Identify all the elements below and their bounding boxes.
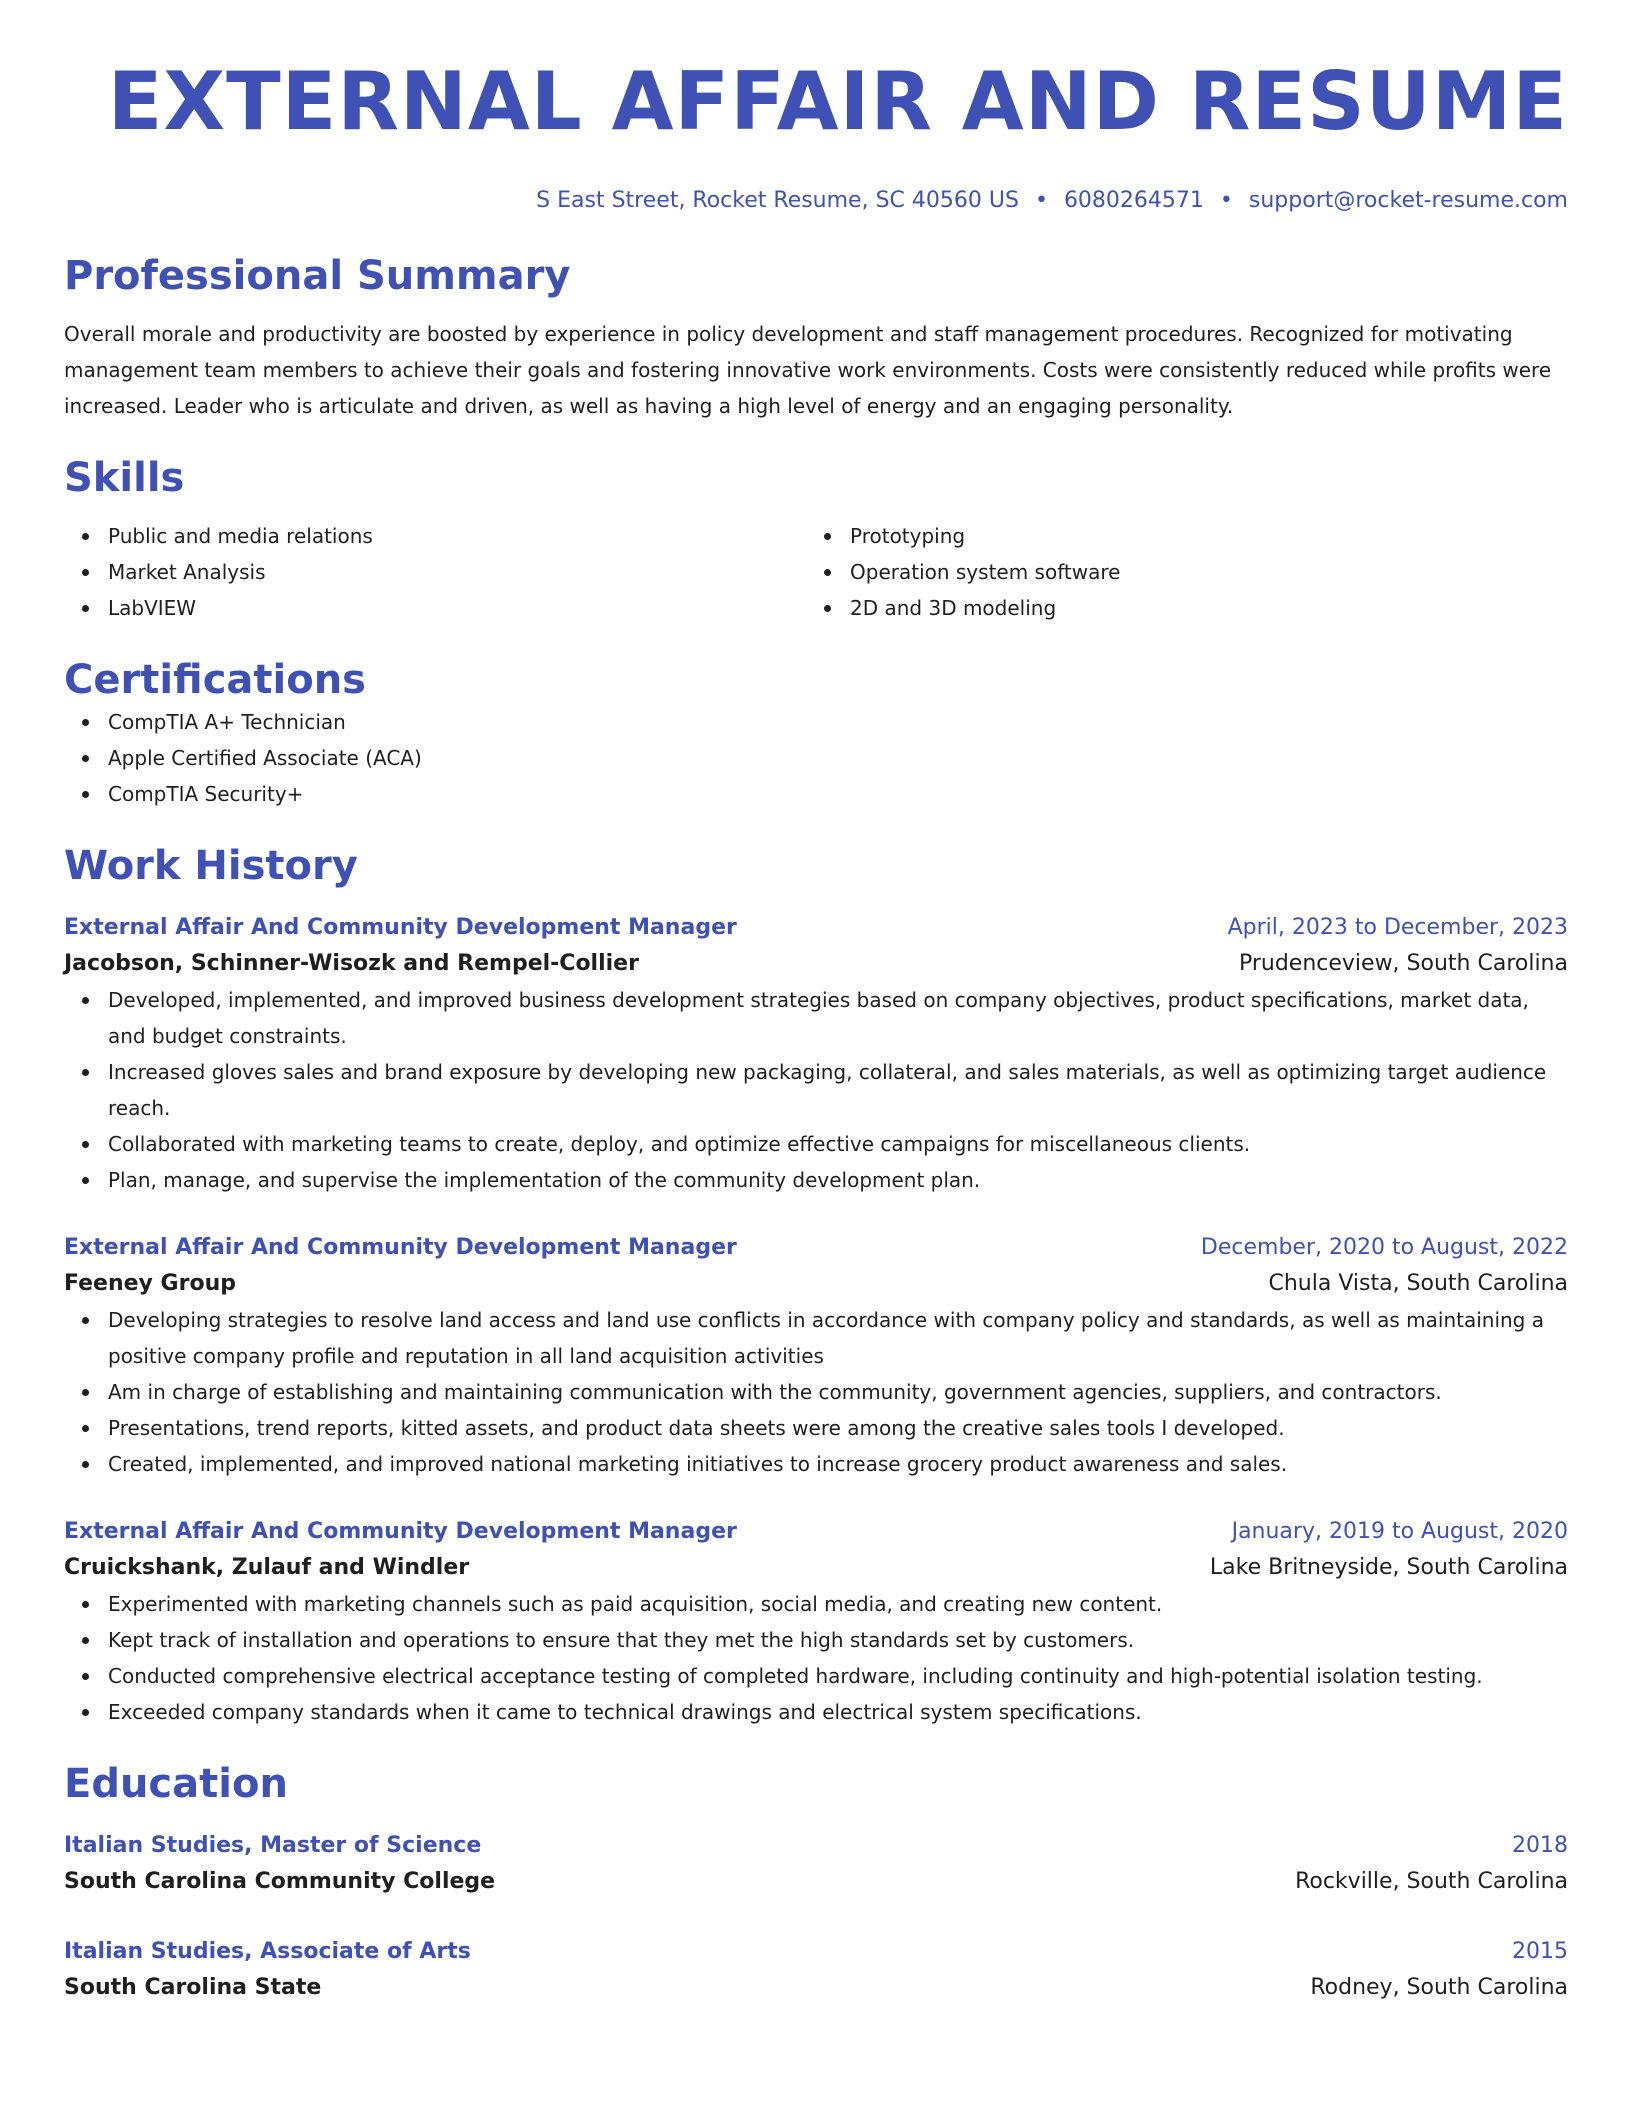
contact-phone: 6080264571	[1063, 188, 1204, 213]
education-degree: Italian Studies, Master of Science	[64, 1833, 482, 1858]
job-bullet: Developing strategies to resolve land access and land use conflicts in accordance with company policy and standards, as well as maintaining a positive company profile and reputation in all land acquisition activities	[64, 1302, 1568, 1374]
education-year: 2018	[1512, 1833, 1568, 1858]
job-company: Jacobson, Schinner-Wisozk and Rempel-Collier	[64, 951, 639, 976]
certification-item: CompTIA Security+	[64, 776, 1568, 812]
skill-item: Operation system software	[806, 554, 1548, 590]
education-location: Rodney, South Carolina	[1310, 1975, 1568, 2000]
job-location: Prudenceview, South Carolina	[1238, 951, 1568, 976]
education-location: Rockville, South Carolina	[1295, 1869, 1568, 1894]
job-dates: January, 2019 to August, 2020	[1231, 1519, 1568, 1544]
job-title: External Affair And Community Development Manager	[64, 1235, 737, 1260]
education-degree: Italian Studies, Associate of Arts	[64, 1939, 471, 1964]
contact-separator: •	[1034, 188, 1048, 213]
job-company: Feeney Group	[64, 1271, 236, 1296]
job-entry	[64, 1514, 1568, 1730]
job-bullet: Kept track of installation and operations to ensure that they met the high standards set by customers.	[64, 1622, 1568, 1658]
skill-item: Market Analysis	[64, 554, 806, 590]
job-entry	[64, 910, 1568, 1198]
summary-text: Overall morale and productivity are boosted by experience in policy development and staff management procedures. Recognized for motivating management team members to achieve their goals and fostering innovative work environments. Costs were consistently reduced while profits were increased. Leader who is articulate and driven, as well as having a high level of energy and an engaging personality.	[64, 322, 1552, 418]
summary-section	[64, 252, 1568, 424]
skills-column-left	[64, 518, 806, 626]
job-bullets	[64, 982, 1568, 1198]
education-entry	[64, 1828, 1568, 1900]
job-title: External Affair And Community Development Manager	[64, 1519, 737, 1544]
job-bullets	[64, 1302, 1568, 1482]
resume-name: EXTERNAL AFFAIR AND RESUME	[107, 55, 1568, 148]
work-history-section	[64, 842, 1568, 1730]
job-title: External Affair And Community Development Manager	[64, 915, 737, 940]
job-entry	[64, 1230, 1568, 1482]
education-section	[64, 1760, 1568, 2006]
education-year: 2015	[1512, 1939, 1568, 1964]
education-entry	[64, 1934, 1568, 2006]
skill-item: Prototyping	[806, 518, 1548, 554]
job-location: Lake Britneyside, South Carolina	[1209, 1555, 1568, 1580]
work-history-heading: Work History	[64, 843, 358, 889]
summary-heading: Professional Summary	[64, 253, 571, 299]
contact-email[interactable]: support@rocket-resume.com	[1248, 188, 1568, 213]
education-heading: Education	[64, 1761, 288, 1807]
certification-item: Apple Certified Associate (ACA)	[64, 740, 1568, 776]
education-school: South Carolina Community College	[64, 1869, 496, 1894]
job-bullet: Conducted comprehensive electrical acceptance testing of completed hardware, including continuity and high-potential isolation testing.	[64, 1658, 1568, 1694]
certifications-section	[64, 656, 1568, 812]
certification-item: CompTIA A+ Technician	[64, 704, 1568, 740]
certifications-heading: Certifications	[64, 657, 366, 703]
job-bullets	[64, 1586, 1568, 1730]
job-bullet: Collaborated with marketing teams to create, deploy, and optimize effective campaigns for miscellaneous clients.	[64, 1126, 1568, 1162]
skills-column-right	[806, 518, 1548, 626]
contact-separator: •	[1219, 188, 1233, 213]
education-school: South Carolina State	[64, 1975, 322, 2000]
job-bullet: Experimented with marketing channels such as paid acquisition, social media, and creating new content.	[64, 1586, 1568, 1622]
skills-heading: Skills	[64, 455, 185, 501]
job-bullet: Created, implemented, and improved national marketing initiatives to increase grocery product awareness and sales.	[64, 1446, 1568, 1482]
job-bullet: Developed, implemented, and improved business development strategies based on company objectives, product specifications, market data, and budget constraints.	[64, 982, 1568, 1054]
skill-item: Public and media relations	[64, 518, 806, 554]
job-company: Cruickshank, Zulauf and Windler	[64, 1555, 470, 1580]
certifications-list	[64, 704, 1568, 812]
job-bullet: Increased gloves sales and brand exposure by developing new packaging, collateral, and sales materials, as well as optimizing target audience reach.	[64, 1054, 1568, 1126]
job-dates: April, 2023 to December, 2023	[1227, 915, 1568, 940]
job-bullet: Exceeded company standards when it came to technical drawings and electrical system specifications.	[64, 1694, 1568, 1730]
job-bullet: Plan, manage, and supervise the implementation of the community development plan.	[64, 1162, 1568, 1198]
job-bullet: Presentations, trend reports, kitted assets, and product data sheets were among the creative sales tools I developed.	[64, 1410, 1568, 1446]
job-dates: December, 2020 to August, 2022	[1200, 1235, 1568, 1260]
skill-item: 2D and 3D modeling	[806, 590, 1548, 626]
contact-line	[64, 186, 1568, 216]
contact-address: S East Street, Rocket Resume, SC 40560 US	[536, 188, 1019, 213]
job-location: Chula Vista, South Carolina	[1268, 1271, 1568, 1296]
skills-grid	[64, 518, 1568, 626]
resume-header	[64, 52, 1568, 216]
job-bullet: Am in charge of establishing and maintaining communication with the community, government agencies, suppliers, and contractors.	[64, 1374, 1568, 1410]
skill-item: LabVIEW	[64, 590, 806, 626]
skills-section	[64, 454, 1568, 626]
